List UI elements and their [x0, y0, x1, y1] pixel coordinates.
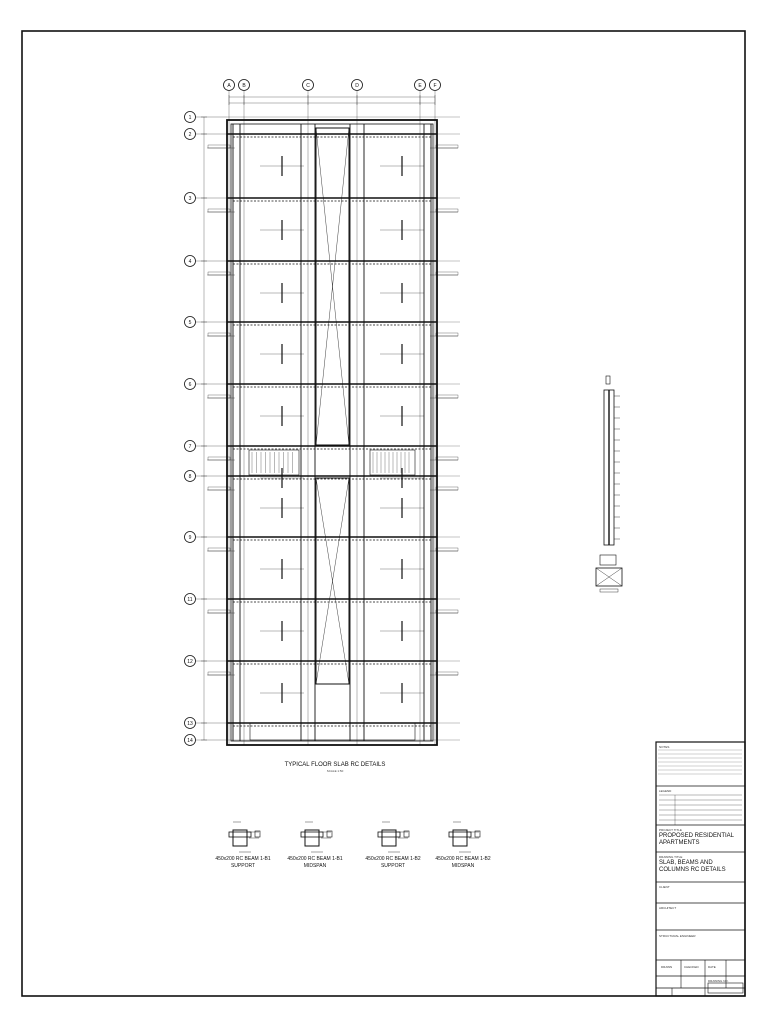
callout-box-right-7 [436, 548, 458, 551]
beam-caption-1-line1: 450x200 RC BEAM 1-B1 [215, 856, 271, 862]
bottom-edge-band [250, 723, 415, 740]
tb-architect-label: ARCHITECT [659, 906, 677, 910]
grid-label-row-4: 4 [188, 259, 192, 265]
callout-box-right-4 [436, 395, 458, 398]
beam-caption-2 [279, 856, 351, 870]
grid-label-col-F: F [433, 83, 437, 89]
tb-engineer-label: STRUCTURAL ENGINEER [659, 934, 696, 938]
grid-label-col-D: D [355, 83, 359, 89]
callout-box-right-3 [436, 333, 458, 336]
beam-caption-4-line1: 450x200 RC BEAM 1-B2 [435, 856, 491, 862]
column-base-plan [600, 555, 616, 565]
beam-section-2 [305, 830, 319, 846]
grid-label-row-12: 12 [187, 659, 193, 665]
tb-drawing-label: DRAWING TITLE [659, 855, 683, 859]
floor-slab-plan [185, 80, 461, 746]
plan-scale: SCALE 1:50 [326, 769, 344, 773]
callout-box-right-0 [436, 145, 458, 148]
grid-label-row-13: 13 [187, 721, 193, 727]
beam-caption-1-line2: SUPPORT [230, 863, 256, 869]
plan-title: TYPICAL FLOOR SLAB RC DETAILS [284, 762, 386, 768]
tb-date-label: DATE [708, 965, 716, 969]
grid-label-row-1: 1 [188, 115, 192, 121]
beam-caption-4 [427, 856, 499, 870]
grid-label-row-8: 8 [188, 474, 192, 480]
grid-label-row-14: 14 [187, 738, 193, 744]
beam-caption-4-line2: MIDSPAN [451, 863, 475, 869]
beam-caption-2-line2: MIDSPAN [303, 863, 327, 869]
grid-label-row-7: 7 [188, 444, 192, 450]
beam-section-4 [453, 830, 467, 846]
beam-flange-1 [229, 832, 251, 837]
tb-drawing-title: SLAB, BEAMS AND COLUMNS RC DETAILS [659, 860, 726, 873]
footing-label-box [600, 589, 618, 592]
grid-label-row-3: 3 [188, 196, 192, 202]
callout-box-right-6 [436, 487, 458, 490]
callout-box-right-2 [436, 272, 458, 275]
tb-project-title: PROPOSED RESIDENTIAL APARTMENTS [659, 833, 734, 846]
slab-inner-outline [231, 124, 433, 741]
callout-box-right-1 [436, 209, 458, 212]
slab-outline [227, 120, 437, 745]
tb-drawn-label: DRAWN [661, 965, 673, 969]
beam-section-3 [382, 830, 396, 846]
tb-legend-label: LEGEND [659, 789, 672, 793]
beam-flange-4 [449, 832, 471, 837]
column-section-detail [596, 376, 622, 592]
beam-details [229, 822, 480, 852]
grid-label-row-11: 11 [187, 597, 193, 603]
callout-box-right-8 [436, 610, 458, 613]
tb-checked-label: CHECKED [684, 965, 699, 969]
tb-project-label: PROJECT TITLE [659, 828, 682, 832]
beam-caption-1 [207, 856, 279, 870]
grid-label-col-E: E [418, 83, 422, 89]
grid-label-row-9: 9 [188, 535, 192, 541]
beam-section-1 [233, 830, 247, 846]
stair-right [370, 450, 415, 475]
grid-label-row-6: 6 [188, 382, 192, 388]
tb-drawing-no-label: DRAWING NO. [708, 979, 729, 983]
beam-caption-3-line1: 450x200 RC BEAM 1-B2 [365, 856, 421, 862]
tb-client-label: CLIENT [659, 885, 670, 889]
beam-flange-2 [301, 832, 323, 837]
grid-label-col-C: C [306, 83, 310, 89]
beam-caption-3-line2: SUPPORT [380, 863, 406, 869]
beam-caption-3 [357, 856, 429, 870]
callout-box-right-5 [436, 457, 458, 460]
tb-notes-label: NOTES [659, 745, 670, 749]
grid-label-row-5: 5 [188, 320, 192, 326]
beam-caption-2-line1: 450x200 RC BEAM 1-B1 [287, 856, 343, 862]
sheet-border [22, 31, 745, 996]
callout-box-right-9 [436, 672, 458, 675]
grid-label-row-2: 2 [188, 132, 192, 138]
beam-flange-3 [378, 832, 400, 837]
grid-label-col-B: B [242, 83, 246, 89]
grid-label-col-A: A [227, 83, 231, 89]
section-mark-top [606, 376, 610, 384]
